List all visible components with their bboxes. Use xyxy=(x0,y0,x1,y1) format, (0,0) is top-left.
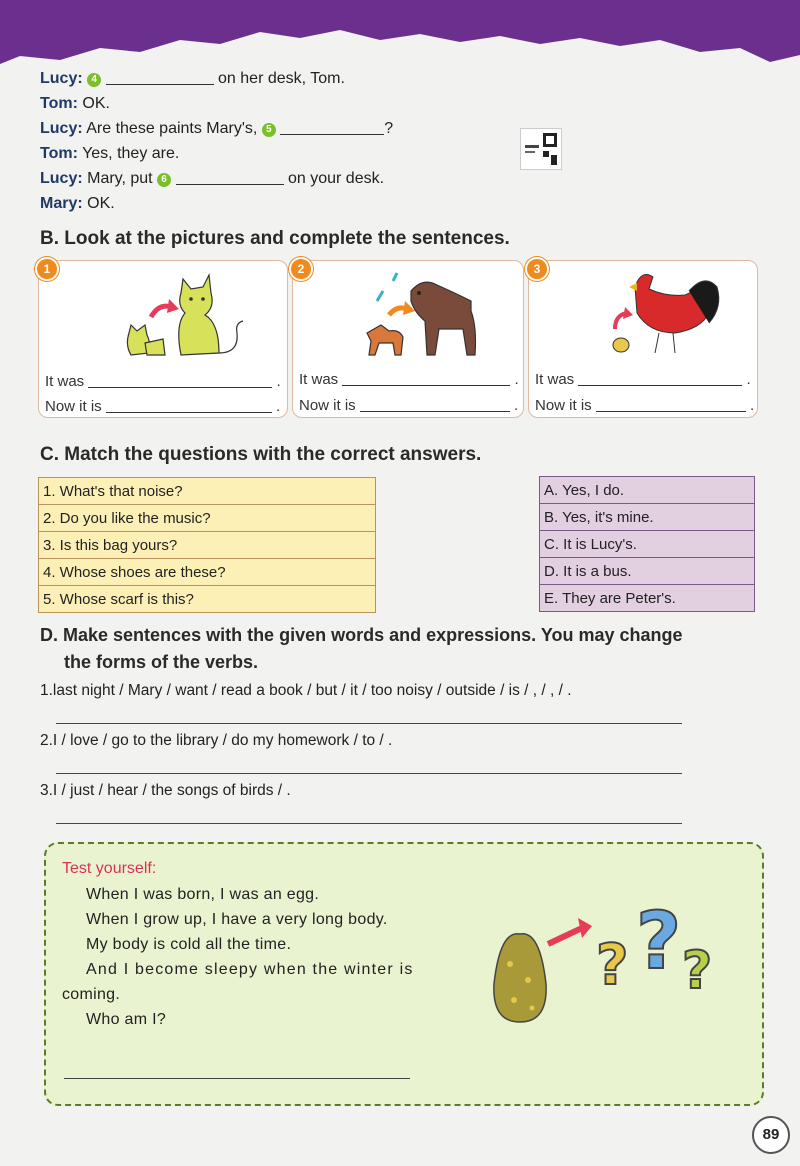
dialogue-line: Lucy: Mary, put 6 on your desk. xyxy=(40,170,385,187)
dialogue-line: Tom: OK. xyxy=(40,95,110,112)
answer-blank[interactable] xyxy=(596,397,746,412)
page-number: 89 xyxy=(752,1116,790,1154)
table-row[interactable] xyxy=(540,477,755,504)
table-row[interactable] xyxy=(540,585,755,612)
question: 1. What's that noise? xyxy=(39,478,376,505)
panel-line-1: It was . xyxy=(45,373,281,390)
qr-code[interactable] xyxy=(520,128,562,170)
answer: E. They are Peter's. xyxy=(540,585,755,612)
sentence-prompt: 1.last night / Mary / want / read a book / but / it / too noisy / outside / is / , / , / . xyxy=(40,682,572,699)
panel-number: 3 xyxy=(525,257,549,281)
panel-line-1: It was . xyxy=(299,371,519,388)
section-c-title: C. Match the questions with the correct answers. xyxy=(40,444,482,465)
picture-panel xyxy=(38,260,288,418)
answer-blank[interactable] xyxy=(176,170,284,185)
question: 3. Is this bag yours? xyxy=(39,532,376,559)
dialogue-line: Tom: Yes, they are. xyxy=(40,145,180,162)
panel-line-2: Now it is . xyxy=(45,398,281,415)
sentence-prompt: 3.I / just / hear / the songs of birds / . xyxy=(40,782,291,799)
svg-text:?: ? xyxy=(596,933,629,998)
section-d-title: D. Make sentences with the given words and expressions. You may change the forms of the verbs. xyxy=(40,625,683,672)
section-b-title: B. Look at the pictures and complete the sentences. xyxy=(40,228,510,249)
puppy-to-dog-illustration xyxy=(359,271,489,367)
top-banner xyxy=(0,0,800,70)
riddle-text: When I was born, I was an egg. When I grow up, I have a very long body. My body is cold all the time. And I become sleepy when the winter is coming. Who am I? xyxy=(62,886,414,1028)
question: 4. Whose shoes are these? xyxy=(39,559,376,586)
test-title: Test yourself: xyxy=(62,860,157,877)
answer: C. It is Lucy's. xyxy=(540,531,755,558)
test-yourself-box xyxy=(44,842,764,1106)
answer-blank[interactable] xyxy=(106,398,272,413)
number-badge: 4 xyxy=(87,73,101,87)
sentence-prompt: 2.I / love / go to the library / do my homework / to / . xyxy=(40,732,393,749)
question: 5. Whose scarf is this? xyxy=(39,586,376,613)
answer: D. It is a bus. xyxy=(540,558,755,585)
number-badge: 5 xyxy=(262,123,276,137)
answer-line[interactable] xyxy=(56,723,682,724)
answer-blank[interactable] xyxy=(280,120,384,135)
table-row[interactable] xyxy=(39,586,376,613)
answer-line[interactable] xyxy=(64,1078,410,1079)
qr-code-icon xyxy=(521,129,561,169)
dialogue xyxy=(40,66,520,216)
table-row[interactable] xyxy=(39,559,376,586)
svg-text:?: ? xyxy=(636,897,682,987)
dialogue-line: Lucy: Are these paints Mary's, 5 ? xyxy=(40,120,394,137)
table-row[interactable] xyxy=(540,558,755,585)
table-row[interactable] xyxy=(540,531,755,558)
table-row[interactable] xyxy=(39,505,376,532)
answer: B. Yes, it's mine. xyxy=(540,504,755,531)
picture-panel xyxy=(292,260,524,418)
answer-blank[interactable] xyxy=(342,371,510,386)
table-row[interactable] xyxy=(39,478,376,505)
panel-number: 2 xyxy=(289,257,313,281)
answer-blank[interactable] xyxy=(106,70,214,85)
table-row[interactable] xyxy=(39,532,376,559)
panel-line-1: It was . xyxy=(535,371,751,388)
panel-line-2: Now it is . xyxy=(535,397,755,414)
number-badge: 6 xyxy=(157,173,171,187)
questions-table xyxy=(38,477,376,613)
answer-line[interactable] xyxy=(56,823,682,824)
panel-number: 1 xyxy=(35,257,59,281)
answer-blank[interactable] xyxy=(88,373,272,388)
egg-question-illustration xyxy=(486,884,736,1034)
svg-text:?: ? xyxy=(682,941,713,1001)
table-row[interactable] xyxy=(540,504,755,531)
chick-to-rooster-illustration xyxy=(605,267,725,363)
question: 2. Do you like the music? xyxy=(39,505,376,532)
answer: A. Yes, I do. xyxy=(540,477,755,504)
answer-blank[interactable] xyxy=(578,371,742,386)
answer-blank[interactable] xyxy=(360,397,510,412)
answers-table xyxy=(539,476,755,612)
panel-line-2: Now it is . xyxy=(299,397,519,414)
answer-line[interactable] xyxy=(56,773,682,774)
dialogue-line: Mary: OK. xyxy=(40,195,115,212)
dialogue-line: Lucy: 4 on her desk, Tom. xyxy=(40,70,345,87)
kitten-to-cat-illustration xyxy=(119,273,259,363)
picture-panel xyxy=(528,260,758,418)
